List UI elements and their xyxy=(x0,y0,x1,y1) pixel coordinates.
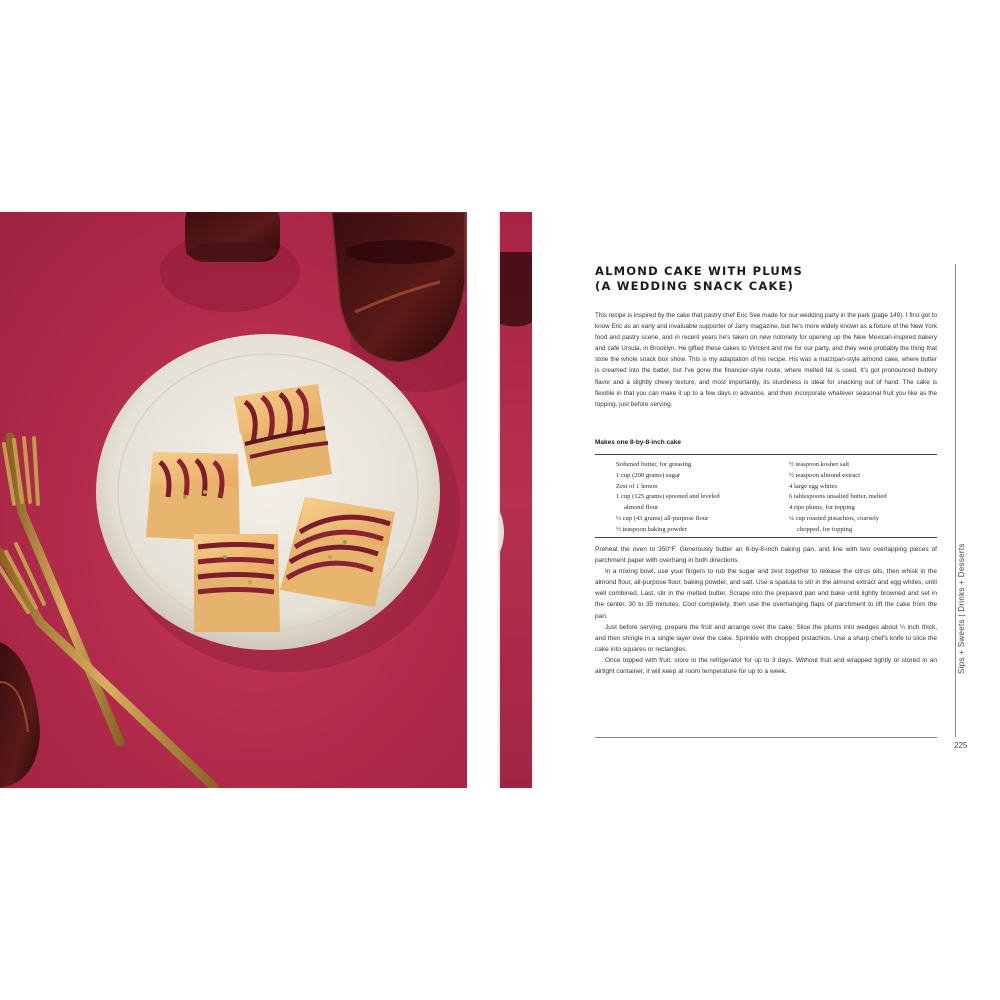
ingredient-line: 4 ripe plums, for topping xyxy=(789,504,855,512)
wine-glass-top xyxy=(185,212,280,262)
ingredients-left-column xyxy=(616,460,776,536)
method-step: Just before serving, prepare the fruit and arrange over the cake: Slice the plums into wedges about ¼ inch thick, and then shingle in a single layer over the cake. Sprinkle with chopped pistachios. Use a sharp chef's knife to slice the cake into squares or rectangles. xyxy=(595,623,937,653)
section-label: Sips + Sweets | Drinks + Desserts xyxy=(957,543,966,674)
ingredient-line: 1 cup (200 grams) sugar xyxy=(616,471,681,479)
ingredient-line: 6 tablespoons unsalted butter, melted xyxy=(789,493,887,501)
cake-slice-4 xyxy=(194,534,280,632)
ingredient-line: Softened butter, for greasing xyxy=(616,461,692,468)
recipe-intro: This recipe is inspired by the cake that pastry chef Eric See made for our wedding party in the park (page 149). I first got to know Eric as an early and invaluable supporter of Jarry magazine, but he's more widely known as a fixture of the New York food and pastry scene, and in recent years he's taken on new notoriety for opening up the New Mexican-inspired bakery and café Ursula, in Brooklyn. He gifted these cakes to Vincent and me for our party, and they were probably the thing that stole the whole snack box show. This is my adaptation of his recipe. His was a marzipan-style almond cake, where butter is creamed into the batter, but I've gone the financier-style route, where melted fat is used. It's got pronounced buttery flavor and a slightly chewy texture, and most importantly, its sturdiness is ideal for snacking out of hand. The cake is flexible in that you can make it up to a few days in advance, and then incorporate whatever seasonal fruit you like as the topping, just before serving. xyxy=(595,312,937,408)
cake-slice-2 xyxy=(146,452,240,542)
book-spread xyxy=(0,212,1000,788)
method-step: Once topped with fruit, store in the refrigerator for up to 3 days. Without fruit and wrapped tightly or stored in an airtight container, it will keep at room temperature for up to a week. xyxy=(595,656,937,676)
ingredient-line: ½ teaspoon kosher salt xyxy=(789,461,850,468)
ingredient-line: 4 large egg whites xyxy=(789,482,838,490)
ingredient-line: chopped, for topping xyxy=(797,525,853,533)
yield-divider xyxy=(595,454,937,455)
recipe-page xyxy=(532,212,1000,788)
plated-cake-illustration xyxy=(0,212,467,788)
page-gutter xyxy=(467,212,499,788)
ingredient-line: almond flour xyxy=(624,504,659,512)
photo-edge-strip xyxy=(500,212,532,788)
recipe-photo xyxy=(0,212,467,788)
ingredient-line: ⅓ cup (43 grams) all-purpose flour xyxy=(616,514,709,522)
page-number: 225 xyxy=(954,741,968,750)
ingredient-line: ½ teaspoon almond extract xyxy=(789,471,861,479)
ingredient-line: ¼ cup roasted pistachios, coarsely xyxy=(789,514,880,522)
side-divider xyxy=(955,264,956,737)
method-step: In a mixing bowl, use your fingers to rub the sugar and zest together to release the citrus oils, then whisk in the almond flour, all-purpose flour, baking powder, and salt. Use a spatula to stir in the almond extract and egg whites, until well combined. Last, stir in the melted butter. Scrape into the prepared pan and bake until lightly browned and set in the center, 30 to 35 minutes. Cool completely, then use the overhanging flaps of parchment to lift the cake from the pan. xyxy=(595,568,937,620)
footer-divider xyxy=(595,737,937,738)
method-step: Preheat the oven to 350°F. Generously butter an 8-by-8-inch baking pan, and line with two overlapping pieces of parchment paper with overhang in both directions. xyxy=(595,546,937,565)
title-line-1: ALMOND CAKE WITH PLUMS xyxy=(595,264,803,278)
ingredient-line: Zest of 1 lemon xyxy=(616,482,658,490)
title-line-2: (A WEDDING SNACK CAKE) xyxy=(595,279,795,293)
wine-glass-bottom-left xyxy=(0,642,40,788)
recipe-method xyxy=(595,544,937,677)
recipe-title xyxy=(595,264,935,294)
recipe-yield: Makes one 8-by-8-inch cake xyxy=(595,439,681,446)
ingredient-line: ½ teaspoon baking powder xyxy=(616,525,688,533)
ingredients-divider xyxy=(595,537,937,538)
ingredients-right-column xyxy=(789,460,949,536)
ingredient-line: 1 cup (125 grams) spooned and leveled xyxy=(616,493,720,501)
